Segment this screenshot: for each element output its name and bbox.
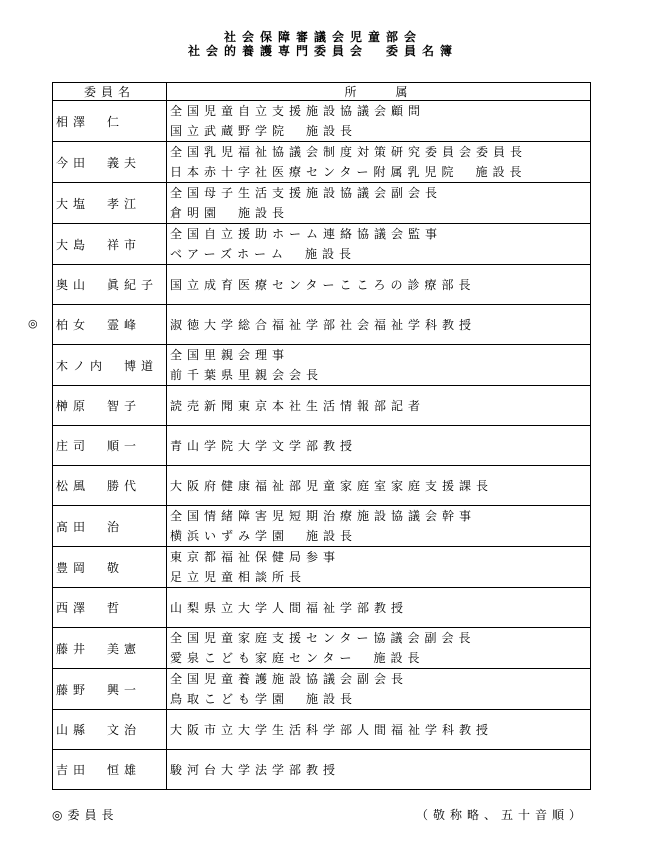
affiliation-line: ベアーズホーム 施設長	[170, 247, 357, 261]
affiliation-line: 全国母子生活支援施設協議会副会長	[170, 186, 443, 200]
member-affiliation	[167, 628, 591, 669]
affiliation-line: 全国情緒障害児短期治療施設協議会幹事	[170, 509, 477, 523]
affiliation-line: 全国児童自立支援施設協議会顧問	[170, 104, 426, 118]
member-affiliation	[167, 345, 591, 386]
member-name: 豊岡 敬	[53, 547, 167, 588]
member-affiliation	[167, 142, 591, 183]
ordering-note: （敬称略、五十音順）	[415, 808, 586, 822]
affiliation-line: 読売新聞東京本社生活情報部記者	[170, 398, 426, 413]
affiliation-line: 鳥取こども学園 施設長	[170, 692, 358, 706]
affiliation-line: 東京都福祉保健局参事	[170, 550, 341, 564]
affiliation-line: 日本赤十字社医療センター附属乳児院 施設長	[170, 165, 527, 179]
member-affiliation	[167, 305, 591, 345]
chair-legend: ◎委員長	[52, 808, 119, 822]
member-name: 今田 義夫	[53, 142, 167, 183]
affiliation-line: 全国乳児福祉協議会制度対策研究委員会委員長	[170, 145, 528, 159]
member-affiliation	[167, 669, 591, 710]
member-affiliation	[167, 547, 591, 588]
affiliation-line: 全国児童家庭支援センター協議会副会長	[170, 631, 476, 645]
member-name: 松風 勝代	[53, 466, 167, 506]
member-name: 藤野 興一	[53, 669, 167, 710]
table-row	[53, 386, 591, 426]
table-row	[53, 750, 591, 790]
member-name: 大塩 孝江	[53, 183, 167, 224]
table-row	[53, 547, 591, 588]
member-name: 西澤 哲	[53, 588, 167, 628]
affiliation-line: 愛泉こども家庭センター 施設長	[170, 651, 425, 665]
member-affiliation	[167, 386, 591, 426]
affiliation-line: 大阪府健康福祉部児童家庭室家庭支援課長	[170, 478, 494, 493]
header-affiliation: 所 属	[167, 83, 591, 101]
affiliation-line: 山梨県立大学人間福祉学部教授	[170, 600, 409, 615]
member-rows	[53, 101, 591, 790]
table-row	[53, 628, 591, 669]
member-name: 奥山 眞紀子	[53, 265, 167, 305]
table-row	[53, 224, 591, 265]
table-row	[53, 101, 591, 142]
table-row	[53, 305, 591, 345]
table-row	[53, 588, 591, 628]
member-affiliation	[167, 588, 591, 628]
affiliation-line: 国立成育医療センターこころの診療部長	[170, 277, 476, 292]
affiliation-line: 足立児童相談所長	[170, 570, 307, 584]
chair-mark: ◎	[28, 316, 38, 330]
table-row	[53, 710, 591, 750]
affiliation-line: 全国児童養護施設協議会副会長	[170, 672, 409, 686]
affiliation-line: 倉明園 施設長	[170, 206, 290, 220]
affiliation-line: 前千葉県里親会会長	[170, 368, 324, 382]
member-table	[52, 82, 591, 790]
header-name: 委員名	[53, 83, 167, 101]
member-affiliation	[167, 750, 591, 790]
table-row	[53, 669, 591, 710]
affiliation-line: 大阪市立大学生活科学部人間福祉学科教授	[170, 722, 494, 737]
affiliation-line: 駿河台大学法学部教授	[170, 762, 341, 777]
table-row	[53, 345, 591, 386]
member-name: 相澤 仁	[53, 101, 167, 142]
table-header-row	[53, 83, 591, 101]
affiliation-line: 横浜いずみ学園 施設長	[170, 529, 358, 543]
table-row	[53, 142, 591, 183]
member-name: 髙田 治	[53, 506, 167, 547]
table-row	[53, 506, 591, 547]
member-name: 山縣 文治	[53, 710, 167, 750]
table-row	[53, 265, 591, 305]
affiliation-line: 全国自立援助ホーム連絡協議会監事	[170, 227, 443, 241]
member-name: 木ノ内 博道	[53, 345, 167, 386]
member-affiliation	[167, 265, 591, 305]
member-name: 大島 祥市	[53, 224, 167, 265]
member-name: 庄司 順一	[53, 426, 167, 466]
table-row	[53, 466, 591, 506]
affiliation-line: 青山学院大学文学部教授	[170, 438, 358, 453]
affiliation-line: 国立武蔵野学院 施設長	[170, 124, 358, 138]
affiliation-line: 全国里親会理事	[170, 348, 290, 362]
member-affiliation	[167, 183, 591, 224]
member-name: 吉田 恒雄	[53, 750, 167, 790]
member-affiliation	[167, 506, 591, 547]
member-name: 榊原 智子	[53, 386, 167, 426]
member-affiliation	[167, 101, 591, 142]
member-affiliation	[167, 224, 591, 265]
member-affiliation	[167, 466, 591, 506]
affiliation-line: 淑徳大学総合福祉学部社会福祉学科教授	[170, 317, 477, 332]
table-row	[53, 183, 591, 224]
table-row	[53, 426, 591, 466]
member-name: 柏女 霊峰	[53, 305, 167, 345]
member-name: 藤井 美憲	[53, 628, 167, 669]
document-subtitle: 社会的養護専門委員会 委員名簿	[187, 44, 458, 58]
member-affiliation	[167, 710, 591, 750]
member-affiliation	[167, 426, 591, 466]
document-title: 社会保障審議会児童部会	[223, 30, 422, 44]
